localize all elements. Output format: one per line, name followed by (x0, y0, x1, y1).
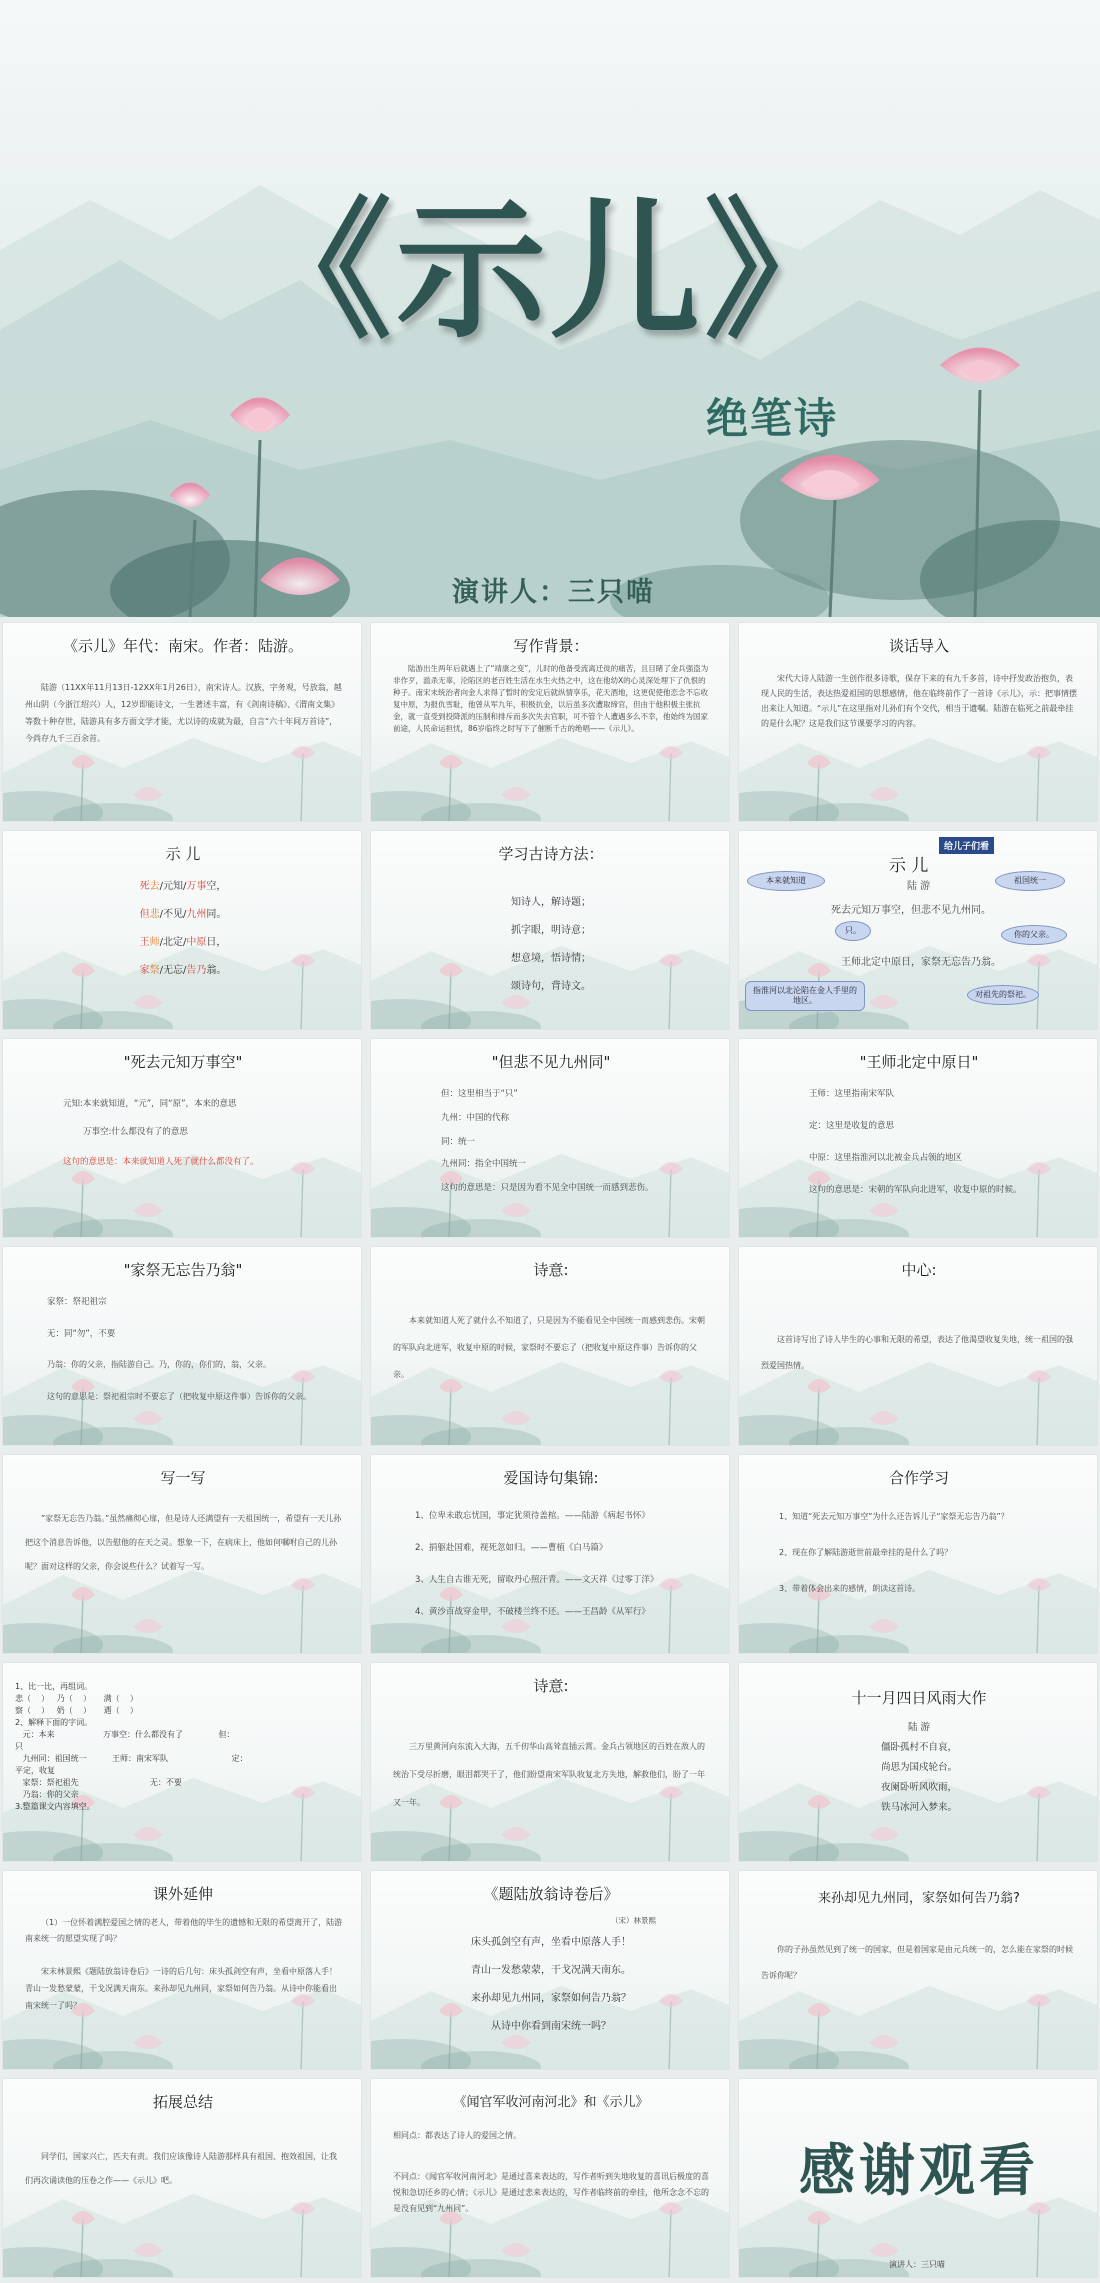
slide-body: 这首诗写出了诗人毕生的心事和无限的希望，表达了他渴望收复失地，统一祖国的强烈爱国热情。 (761, 1335, 1073, 1370)
slide-title: 《题陆放翁诗卷后》 (483, 1885, 619, 1903)
poem-author: 陆 游 (907, 1722, 931, 1733)
slide-title: "家祭无忘告乃翁" (123, 1261, 243, 1279)
question-line: 2、现在你了解陆游逝世前最牵挂的是什么了吗？ (779, 1548, 953, 1557)
slide-poem-meaning (370, 1246, 730, 1446)
slide-summary (2, 2078, 362, 2278)
explain-line: 但：这里相当于“只” (441, 1089, 518, 1099)
slide-era-author (2, 622, 362, 822)
poem-author: 陆 游 (907, 881, 931, 892)
method-item: 抓字眼，明诗意； (511, 925, 591, 936)
slide-title: 诗意: (533, 1261, 569, 1279)
slide-title: 《闻官军收河南河北》和《示儿》 (453, 2095, 649, 2110)
slide-related-poem (738, 1662, 1098, 1862)
slide-title: 拓展总结 (152, 2093, 213, 2111)
method-item: 知诗人，解诗题； (511, 897, 591, 908)
slide-title: 中心: (901, 1261, 937, 1279)
slide-line4-explain (2, 1246, 362, 1446)
title-slide (0, 0, 1100, 617)
note-bubble: 对祖先的祭祀。 (967, 985, 1039, 1005)
explain-line: 九州同：指全中国统一 (441, 1159, 527, 1169)
poem-line: 僵卧孤村不自哀， (880, 1742, 957, 1753)
slide-study-method (370, 830, 730, 1030)
explain-meaning: 这句的意思是：宋朝的军队向北进军，收复中原的时候。 (809, 1185, 1022, 1195)
poem-line: 床头孤剑空有声，坐看中原落人手！ (471, 1937, 631, 1948)
exercise-text: 1、比一比，再组词。 悲（ ） 乃（ ） 满（ ） 察（ ） 奶（ ） 遇（ ） 2、解释下面的字词。 元：本来 万事空：什么都没有了 但： 只 九州同：祖国统一 王师：南宋军队 定： 平定，收复 家祭：祭祀祖先 无：不要 乃翁：你的父亲 3.整篇课文内容填空。 (15, 1682, 248, 1811)
slide-body: 不同点：《闻官军收河南河北》是通过喜来表达的，写作者听到失地收复的喜讯后极度的喜悦和急切还乡的心情；《示儿》是通过悲来表达的，写作者临终前的牵挂，他所念念不忘的是没有见到“九州同”。 (393, 2172, 709, 2213)
slide-introduction (738, 622, 1098, 822)
poem-line: 青山一发愁蒙蒙，干戈况满天南东。 (471, 1965, 631, 1976)
slide-poem-meaning-2 (370, 1662, 730, 1862)
slide-question (738, 1870, 1098, 2070)
slide-exercises (2, 1662, 362, 1862)
explain-line: 同：统一 (441, 1137, 476, 1147)
slide-extension (2, 1870, 362, 2070)
slide-write-exercise (2, 1454, 362, 1654)
slide-linjingxi-poem (370, 1870, 730, 2070)
slide-center-idea (738, 1246, 1098, 1446)
poem-line: 死去元知万事空，但悲不见九州同。 (831, 905, 991, 916)
slide-line3-explain (738, 1038, 1098, 1238)
slide-title: 合作学习 (888, 1469, 949, 1487)
quote-line: 2、捐躯赴国难，视死忽如归。——曹植《白马篇》 (415, 1543, 608, 1553)
poem-line: 王师/北定/中原日， (139, 937, 227, 948)
slide-title: 课外延伸 (152, 1885, 213, 1903)
thanks-title: 感谢观看 (799, 2139, 1039, 2204)
slide-line1-explain (2, 1038, 362, 1238)
slide-title: 诗意: (533, 1677, 569, 1695)
explain-line: 定：这里是收复的意思 (809, 1121, 895, 1131)
presenter-label: 演讲人：三只喵 (452, 577, 655, 608)
explain-line: 万事空:什么都没有了的意思 (83, 1127, 188, 1137)
poem-line: 家祭/无忘/告乃翁。 (139, 965, 227, 976)
slide-body: 你的子孙虽然见到了统一的国家，但是着国家是由元兵统一的，怎么能在家祭的时候告诉你呢？ (761, 1945, 1073, 1980)
note-bubble: 本来就知道 (747, 871, 825, 891)
subtitle: 绝笔诗 (706, 394, 839, 443)
slide-title: 《示儿》年代：南宋。作者：陆游。 (62, 637, 303, 655)
slide-title: 爱国诗句集锦: (503, 1469, 599, 1487)
poem-line: 王师北定中原日，家祭无忘告乃翁。 (841, 957, 1001, 968)
slide-line2-explain (370, 1038, 730, 1238)
poem-line: 铁马冰河入梦来。 (880, 1802, 957, 1813)
explain-line: 王师：这里指南宋军队 (809, 1089, 895, 1099)
slide-title: 十一月四日风雨大作 (851, 1689, 987, 1707)
quote-line: 3、人生自古谁无死，留取丹心照汗青。——文天祥《过零丁洋》 (415, 1575, 659, 1585)
note-bubble: 祖国统一 (995, 871, 1065, 891)
method-item: 颂诗句，背诗文。 (511, 981, 591, 992)
note-bubble: 指淮河以北沦陷在金人手里的地区。 (745, 981, 865, 1011)
poem-line: 从诗中你看到南宋统一吗？ (491, 2021, 611, 2032)
slide-body: 陆游出生两年后就遇上了“靖康之变”，儿时的他备受流离迁徙的痛苦，且目睹了金兵强盗为非作歹，滥杀无辜，沦陷区的老百姓生活在水生火热之中，这在他幼X的心灵深处埋下了仇恨的种子。南宋末统治者向金人求得了暂时的安定后就纵情享乐，花天酒地，这更促使他恋念不忘收复中原，为报仇雪耻，他曾从军九年，积极抗金，以后虽多次遭取缔官，但由于他积极主张抗金，就一直受到投降派的压制和排斥而多次失去官职，可不管个人遭遇多么不幸，他始终为国家前途，人民命运担忧，86岁临终之时写下了催断千古的绝唱——《示儿》。 (393, 664, 709, 733)
note-bubble: 只。 (835, 921, 871, 941)
slide-title: 写作背景： (513, 637, 589, 655)
explain-line: 无：同“勿”，不要 (47, 1329, 116, 1339)
slide-body: 同学们，国家兴亡，匹夫有责。我们应该像诗人陆游那样具有祖国、抱效祖国，让我们再次诵读他的压卷之作——《示儿》吧。 (25, 2152, 337, 2185)
slide-title: 来孙却见九州同，家祭如何告乃翁? (818, 1891, 1020, 1906)
poem-author: （宋）林景熙 (611, 1916, 656, 1925)
explain-line: 中原：这里指淮河以北被金兵占领的地区 (809, 1153, 963, 1163)
explain-line: 元知:本来就知道，“元”，同“原”，本来的意思 (63, 1099, 237, 1109)
slide-title: "死去元知万事空" (123, 1053, 243, 1071)
slide-body: 相同点：都表达了诗人的爱国之情。 (393, 2131, 521, 2140)
explain-meaning: 这句的意思是：本来就知道人死了就什么都没有了。 (63, 1157, 259, 1167)
slide-title: "王师北定中原日" (859, 1053, 979, 1071)
presenter-label: 演讲人：三只喵 (889, 2260, 945, 2269)
explain-meaning: 这句的意思是：祭祀祖宗时不要忘了（把收复中原这件事）告诉你的父亲。 (47, 1392, 311, 1401)
quote-line: 4、黄沙百战穿金甲，不破楼兰终不还。——王昌龄《从军行》 (415, 1607, 650, 1617)
poem-line: 夜阑卧听风吹雨， (880, 1782, 957, 1793)
quote-line: 1、位卑未敢忘忧国，事定犹须待盖棺。——陆游《病起书怀》 (415, 1511, 650, 1521)
slide-body: 陆游（11XX年11月13日-12XX年1月26日），南宋诗人。汉族，字务观，号放翁，越州山阴（今浙江绍兴）人，12岁即能诗文，一生著述丰富，有《剑南诗稿》、《渭南文集》等数十种存世，陆游具有多方面文学才能，尤以诗的成就为最，自言“六十年间万首诗”，今尚存九千三百余首。 (25, 683, 342, 743)
poem-title: 示 儿 (889, 856, 929, 876)
explain-line: 家祭：祭祀祖宗 (47, 1297, 107, 1307)
slide-title: "但悲不见九州同" (491, 1053, 611, 1071)
note-bubble: 你的父亲。 (1001, 925, 1067, 945)
slide-title: 写一写 (160, 1469, 206, 1487)
slide-body: 宋代大诗人陆游一生创作很多诗歌，保存下来的有九千多首，诗中抒发政治抱负，表现人民的生活，表达热爱祖国的思想感情，他在临终前作了一首诗《示儿》，示：把事情摆出来让人知道。“示儿”在这里指对儿孙们有个交代，相当于遗嘱。陆游在临死之前最牵挂的是什么呢？这是我们这节课要学习的内容。 (761, 674, 1077, 728)
explain-line: 乃翁：你的父亲，指陆游自己。乃，你的，你们的，翁，父亲。 (47, 1360, 271, 1369)
slide-writing-background (370, 622, 730, 822)
slide-annotated-poem (738, 830, 1098, 1030)
poem-line: 尚思为国戍轮台。 (880, 1762, 957, 1773)
poem-line: 来孙却见九州同，家祭如何告乃翁？ (471, 1993, 631, 2004)
slide-body: 三万里黄河向东流入大海，五千仞华山高耸直插云霄。金兵占领地区的百姓在敌人的统治下受尽折磨，眼泪都哭干了，他们盼望南宋军队收复北方失地，解救他们，盼了一年又一年。 (393, 1742, 705, 1807)
poem-line: 死去/元知/万事空， (139, 881, 227, 892)
main-title: 《示儿》 (241, 183, 858, 359)
slide-cooperative-learning (738, 1454, 1098, 1654)
explain-meaning: 这句的意思是：只是因为看不见全中国统一而感到悲伤。 (441, 1183, 654, 1193)
slide-body: （1）一位怀着满腔爱国之情的老人，带着他的毕生的遗憾和无限的希望离开了，陆游南来统一的愿望实现了吗？ (25, 1918, 343, 1943)
annotation-tag: 给儿子们看 (939, 837, 994, 854)
question-line: 1、知道“死去元知万事空”为什么还告诉儿子“家祭无忘告乃翁”？ (779, 1512, 1009, 1521)
slide-title: 示 儿 (165, 845, 201, 863)
slide-patriotic-quotes (370, 1454, 730, 1654)
slide-title: 学习古诗方法： (498, 845, 604, 863)
question-line: 3、带着体会出来的感情，朗读这首诗。 (779, 1584, 921, 1593)
slide-title: 谈话导入 (888, 637, 949, 655)
slide-body: 本来就知道人死了就什么不知道了，只是因为不能看见全中国统一而感到悲伤。宋朝的军队向北进军，收复中原的时候，家祭时不要忘了（把收复中原这件事）告诉你的父亲。 (393, 1316, 705, 1379)
slide-body: 宋末林景熙《题陆放翁诗卷后》一诗的后几句：床头孤剑空有声，坐看中原落人手！青山一发愁蒙蒙，干戈况满天南东。来孙却见九州同，家祭如何告乃翁。从诗中你能看出南宋统一了吗？ (25, 1967, 337, 2010)
slide-body: ”家祭无忘告乃翁。”虽然痛彻心扉，但是诗人还满望有一天祖国统一，希望有一天儿孙把这个消息告诉他，以告慰他的在天之灵。想象一下，在病床上，他如何嘱咐自己的儿孙呢？面对这样的父亲，你会说些什么？试着写一写。 (25, 1514, 342, 1571)
slide-thanks (738, 2078, 1098, 2278)
method-item: 想意境，悟诗情； (511, 953, 591, 964)
poem-line: 但悲/不见/九州同。 (139, 909, 227, 920)
slide-comparison (370, 2078, 730, 2278)
explain-line: 九州：中国的代称 (441, 1113, 510, 1123)
slide-poem (2, 830, 362, 1030)
